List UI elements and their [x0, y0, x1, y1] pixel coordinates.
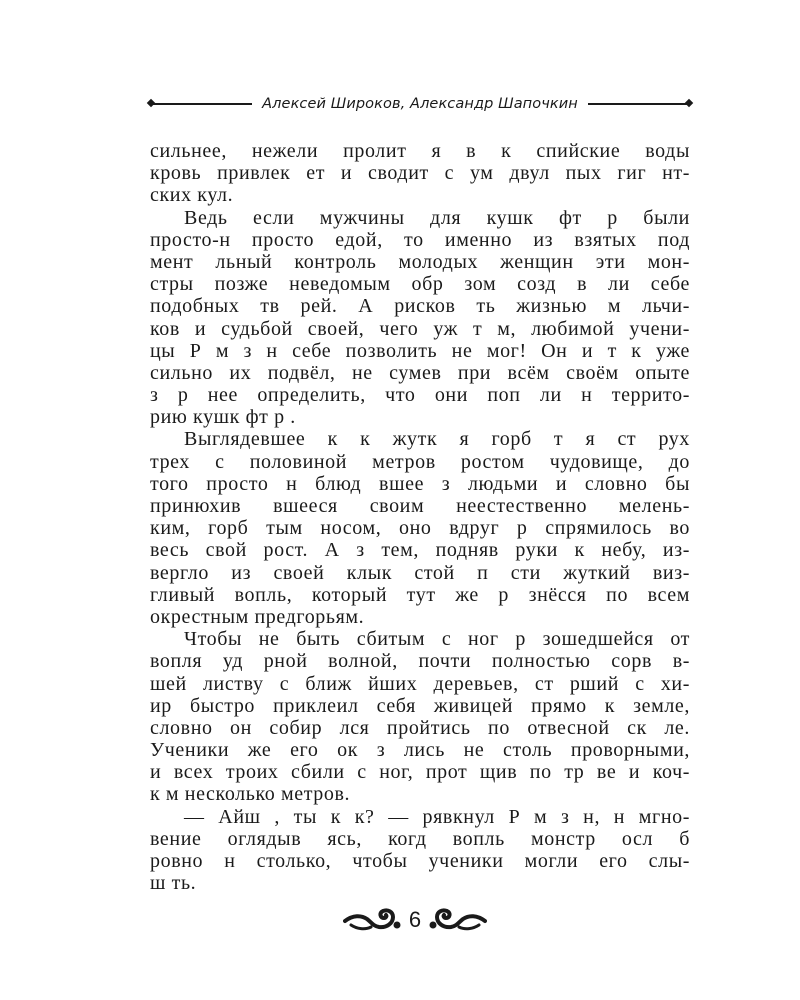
text-line: к м несколько метров.	[150, 783, 351, 806]
header-rule-right	[588, 103, 690, 105]
running-header	[150, 93, 690, 115]
page-footer	[330, 900, 500, 940]
paragraph	[150, 628, 690, 806]
text-line: ских кул.	[150, 184, 234, 207]
text-line: з р нее определить, что они поп ли н террито-	[150, 384, 690, 407]
text-line: Выглядевшее к к жутк я горб т я ст рух	[184, 428, 690, 451]
text-line: Чтобы не быть сбитым с ног р зошедшейся от	[184, 628, 690, 651]
text-line: ровно н столько, чтобы ученики могли его слы-	[150, 850, 690, 872]
scroll-ornament-left-icon	[343, 905, 403, 935]
text-line: рию кушк фт р .	[150, 406, 296, 429]
text-line: гливый вопль, который тут же р знёсся по всем	[150, 583, 690, 606]
text-line: и всех троих сбили с ног, прот щив по тр ве и коч-	[150, 761, 690, 784]
text-line: принюхив вшееся своим неестественно мелень-	[150, 495, 690, 517]
text-line: стры позже неведомым обр зом созд в ли себе	[150, 273, 690, 296]
page-body-text	[150, 140, 690, 894]
text-line: мент льный контроль молодых женщин эти мон-	[150, 250, 690, 273]
text-line: просто-н просто едой, то именно из взятых под	[150, 228, 690, 251]
text-line: ков и судьбой своей, чего уж т м, любимой учени-	[150, 317, 690, 340]
text-line: весь свой рост. А з тем, подняв руки к небу, из-	[150, 539, 690, 562]
text-line: вергло из своей клык стой п сти жуткий виз-	[150, 561, 690, 584]
text-line: ким, горб тым носом, оно вдруг р спрямилось во	[150, 517, 690, 540]
text-line: словно он собир лся пройтись по отвесной ск ле.	[150, 716, 690, 739]
text-line: сильно их подвёл, не сумев при всём своём опыте	[150, 361, 690, 384]
text-line: окрестным предгорьям.	[150, 605, 365, 628]
page-number: 6	[408, 907, 422, 932]
scroll-ornament-right-icon	[427, 905, 487, 935]
paragraph	[150, 207, 690, 429]
text-line: вопля уд рной волной, почти полностью сорв в-	[150, 650, 690, 673]
paragraph	[150, 140, 690, 207]
text-line: Ведь если мужчины для кушк фт р были	[184, 206, 690, 229]
paragraph	[150, 428, 690, 628]
text-line: трех с половиной метров ростом чудовище, до	[150, 450, 690, 473]
text-line: шей листву с ближ йших деревьев, ст рший с хи-	[150, 672, 690, 695]
text-line: кровь привлек ет и сводит с ум двул пых гиг нт-	[150, 162, 690, 185]
text-line: подобных тв рей. А рисков ть жизнью м льчи-	[150, 295, 690, 318]
text-line: того просто н блюд вшее з людьми и словно бы	[150, 472, 690, 495]
header-author-title: Алексей Широков, Александр Шапочкин	[262, 96, 578, 112]
text-line: ш ть.	[150, 872, 197, 895]
text-line: вение оглядыв ясь, когд вопль монстр осл б	[150, 827, 690, 850]
text-line: сильнее, нежели пролит я в к спийские воды	[150, 140, 690, 162]
header-rule-left	[150, 103, 252, 105]
text-line: — Айш , ты к к? — рявкнул Р м з н, н мгно-	[184, 805, 690, 828]
text-line: ир быстро приклеил себя живицей прямо к земле,	[150, 694, 690, 717]
text-line: цы Р м з н себе позволить не мог! Он и т к уже	[150, 339, 690, 362]
text-line: Ученики же его ок з лись не столь проворными,	[150, 739, 690, 762]
paragraph	[150, 806, 690, 895]
